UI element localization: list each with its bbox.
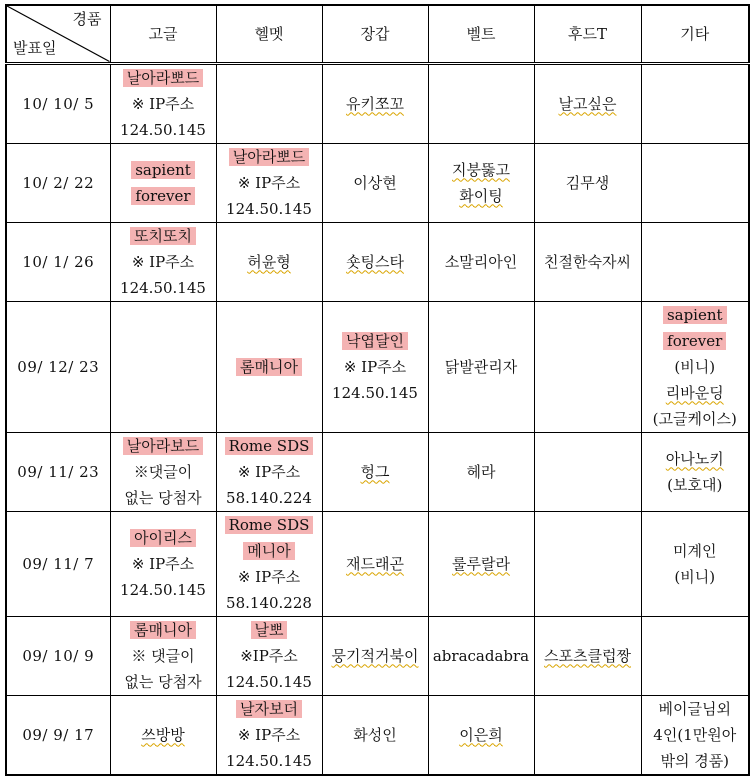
winner-cell-goggles bbox=[110, 222, 216, 301]
highlighted-winner-name: forever bbox=[663, 332, 726, 350]
winner-text: ※ IP주소 bbox=[131, 252, 195, 271]
winner-text: 김무생 bbox=[565, 173, 610, 192]
winner-text: ※댓글이 bbox=[133, 462, 193, 481]
header-row bbox=[6, 5, 749, 63]
winner-cell-hoodie bbox=[534, 143, 641, 222]
highlighted-winner-name: 날아라뽀드 bbox=[229, 148, 309, 166]
winner-cell-belt bbox=[428, 432, 534, 511]
winner-line bbox=[429, 183, 534, 209]
winner-line bbox=[535, 170, 641, 196]
winner-cell-other bbox=[641, 222, 749, 301]
winner-text: 124.50.145 bbox=[226, 751, 312, 770]
winner-line bbox=[323, 170, 428, 196]
winner-line bbox=[111, 157, 216, 183]
winner-text: 밖의 경품) bbox=[660, 751, 730, 770]
announcement-date-cell: 10/ 2/ 22 bbox=[6, 143, 110, 222]
winner-line bbox=[111, 551, 216, 577]
winner-text: 허윤형 bbox=[247, 252, 291, 271]
winner-line bbox=[217, 617, 322, 643]
highlighted-winner-name: forever bbox=[131, 187, 194, 205]
winner-line bbox=[217, 512, 322, 538]
winner-text: 이상현 bbox=[353, 173, 397, 192]
winner-line bbox=[535, 91, 641, 117]
winner-text: 화이팅 bbox=[459, 186, 503, 205]
winner-line bbox=[323, 249, 428, 275]
winner-text: 날고싶은 bbox=[558, 94, 617, 113]
winner-line bbox=[323, 459, 428, 485]
winner-text: 화성인 bbox=[353, 725, 397, 744]
winner-text: 124.50.145 bbox=[120, 278, 206, 297]
winner-line bbox=[429, 354, 534, 380]
winner-line bbox=[111, 117, 216, 143]
winner-text: ※ IP주소 bbox=[237, 567, 301, 586]
winner-line bbox=[642, 354, 749, 380]
winner-cell-goggles bbox=[110, 695, 216, 775]
winner-text: 소말리아인 bbox=[444, 252, 518, 271]
highlighted-winner-name: 날자보더 bbox=[236, 700, 302, 718]
winner-line bbox=[111, 183, 216, 209]
winner-line bbox=[535, 643, 641, 669]
winner-text: 리바운딩 bbox=[665, 383, 724, 402]
highlighted-winner-name: 날아라보드 bbox=[123, 437, 203, 455]
winner-text: 뭉기적거북이 bbox=[331, 646, 419, 665]
corner-label-date: 발표일 bbox=[13, 38, 57, 57]
winner-line bbox=[642, 380, 749, 406]
winner-text: abracadabra bbox=[432, 646, 530, 665]
winner-line bbox=[217, 564, 322, 590]
winner-text: ※ IP주소 bbox=[131, 94, 195, 113]
winner-cell-goggles bbox=[110, 63, 216, 143]
highlighted-winner-name: 메니아 bbox=[243, 542, 294, 560]
winner-line bbox=[111, 91, 216, 117]
highlighted-winner-name: 날아라뽀드 bbox=[123, 69, 203, 87]
winner-line bbox=[111, 643, 216, 669]
winner-text: 124.50.145 bbox=[120, 580, 206, 599]
winner-cell-helmet bbox=[216, 301, 322, 432]
winner-text: 지붕뚫고 bbox=[452, 160, 510, 179]
winner-line bbox=[111, 223, 216, 249]
announcement-date-cell: 10/ 10/ 5 bbox=[6, 63, 110, 143]
table-row bbox=[6, 616, 749, 695]
winner-cell-belt bbox=[428, 511, 534, 616]
winner-cell-helmet bbox=[216, 695, 322, 775]
winner-line bbox=[429, 157, 534, 183]
winner-cell-gloves bbox=[322, 695, 428, 775]
winner-text: 미계인 bbox=[673, 541, 717, 560]
winner-text: 헤라 bbox=[466, 462, 496, 481]
announcement-date-cell: 09/ 10/ 9 bbox=[6, 616, 110, 695]
winner-cell-other bbox=[641, 511, 749, 616]
winner-cell-helmet bbox=[216, 616, 322, 695]
winner-line bbox=[217, 722, 322, 748]
corner-header-cell bbox=[6, 5, 110, 63]
winner-line bbox=[429, 722, 534, 748]
winner-line bbox=[323, 643, 428, 669]
announcement-date-cell: 09/ 11/ 23 bbox=[6, 432, 110, 511]
table-row bbox=[6, 695, 749, 775]
winner-text: ※ IP주소 bbox=[237, 725, 301, 744]
winner-line bbox=[429, 459, 534, 485]
winner-line bbox=[217, 590, 322, 616]
winner-line bbox=[111, 485, 216, 511]
winner-line bbox=[111, 249, 216, 275]
winner-text: (보호대) bbox=[667, 475, 723, 494]
winner-cell-belt bbox=[428, 616, 534, 695]
winner-line bbox=[642, 748, 749, 774]
winner-line bbox=[642, 472, 749, 498]
winner-text: (비니) bbox=[674, 567, 716, 586]
winner-line bbox=[642, 722, 749, 748]
winner-text: 124.50.145 bbox=[226, 199, 312, 218]
winner-line bbox=[323, 380, 428, 406]
winner-text: ※ IP주소 bbox=[237, 173, 301, 192]
winner-line bbox=[217, 485, 322, 511]
column-header-hoodie: 후드T bbox=[534, 5, 641, 63]
winner-text: ※IP주소 bbox=[240, 646, 298, 665]
winner-line bbox=[111, 525, 216, 551]
winner-line bbox=[217, 459, 322, 485]
winner-cell-helmet bbox=[216, 143, 322, 222]
highlighted-winner-name: 낙엽달인 bbox=[342, 332, 408, 350]
announcement-date-cell: 09/ 9/ 17 bbox=[6, 695, 110, 775]
winner-cell-goggles bbox=[110, 616, 216, 695]
winner-cell-belt bbox=[428, 63, 534, 143]
highlighted-winner-name: 롬매니아 bbox=[236, 358, 302, 376]
winner-line bbox=[111, 65, 216, 91]
winner-line bbox=[111, 433, 216, 459]
winner-text: 재드래곤 bbox=[346, 554, 404, 573]
winner-text: 닭발관리자 bbox=[444, 357, 518, 376]
winner-cell-belt bbox=[428, 222, 534, 301]
winner-line bbox=[111, 577, 216, 603]
winner-cell-helmet bbox=[216, 63, 322, 143]
highlighted-winner-name: 날뽀 bbox=[251, 621, 288, 639]
winner-line bbox=[111, 617, 216, 643]
winner-cell-other bbox=[641, 695, 749, 775]
announcement-date-cell: 09/ 11/ 7 bbox=[6, 511, 110, 616]
winner-cell-goggles bbox=[110, 143, 216, 222]
winner-line bbox=[642, 446, 749, 472]
winner-text: 스포츠클럽짱 bbox=[544, 646, 631, 665]
winner-line bbox=[217, 538, 322, 564]
table-row bbox=[6, 432, 749, 511]
winner-cell-gloves bbox=[322, 301, 428, 432]
winner-line bbox=[642, 406, 749, 432]
winner-text: 쓰방방 bbox=[141, 725, 185, 744]
winner-line bbox=[111, 669, 216, 695]
winner-line bbox=[535, 249, 641, 275]
winner-text: 없는 당첨자 bbox=[124, 488, 202, 507]
winner-cell-belt bbox=[428, 301, 534, 432]
winner-line bbox=[323, 722, 428, 748]
winner-line bbox=[429, 643, 534, 669]
winner-text: 124.50.145 bbox=[226, 672, 312, 691]
winner-cell-other bbox=[641, 432, 749, 511]
winner-text: 숏팅스타 bbox=[346, 252, 404, 271]
winner-line bbox=[323, 551, 428, 577]
highlighted-winner-name: Rome SDS bbox=[225, 516, 314, 534]
winner-text: ※ IP주소 bbox=[131, 554, 195, 573]
winner-line bbox=[217, 249, 322, 275]
winner-text: 58.140.224 bbox=[226, 488, 312, 507]
winner-text: 58.140.228 bbox=[226, 593, 312, 612]
winner-cell-gloves bbox=[322, 63, 428, 143]
column-header-belt: 벨트 bbox=[428, 5, 534, 63]
winner-line bbox=[429, 249, 534, 275]
table-row bbox=[6, 63, 749, 143]
column-header-other: 기타 bbox=[641, 5, 749, 63]
winner-text: ※ IP주소 bbox=[237, 462, 301, 481]
winner-text: 룰루랄라 bbox=[452, 554, 510, 573]
winner-cell-gloves bbox=[322, 616, 428, 695]
winner-cell-hoodie bbox=[534, 63, 641, 143]
winner-cell-other bbox=[641, 63, 749, 143]
winner-cell-helmet bbox=[216, 432, 322, 511]
announcement-date-cell: 10/ 1/ 26 bbox=[6, 222, 110, 301]
winner-text: 유키쪼꼬 bbox=[346, 94, 404, 113]
winner-cell-goggles bbox=[110, 432, 216, 511]
winner-line bbox=[323, 328, 428, 354]
winner-cell-hoodie bbox=[534, 432, 641, 511]
winner-text: 헝그 bbox=[360, 462, 390, 481]
column-header-helmet: 헬멧 bbox=[216, 5, 322, 63]
winner-line bbox=[217, 433, 322, 459]
winner-cell-hoodie bbox=[534, 616, 641, 695]
winner-line bbox=[217, 748, 322, 774]
winner-cell-goggles bbox=[110, 301, 216, 432]
winner-text: 친절한숙자씨 bbox=[544, 252, 631, 271]
winner-cell-goggles bbox=[110, 511, 216, 616]
winner-cell-hoodie bbox=[534, 222, 641, 301]
winner-cell-other bbox=[641, 143, 749, 222]
winner-cell-gloves bbox=[322, 432, 428, 511]
winner-text: 124.50.145 bbox=[332, 383, 418, 402]
winner-cell-hoodie bbox=[534, 301, 641, 432]
winner-line bbox=[323, 91, 428, 117]
table-row bbox=[6, 511, 749, 616]
winner-cell-hoodie bbox=[534, 511, 641, 616]
prize-winners-table bbox=[5, 4, 750, 776]
winner-line bbox=[217, 196, 322, 222]
winner-text: 아나노키 bbox=[665, 449, 724, 468]
winner-line bbox=[111, 275, 216, 301]
announcement-date-cell: 09/ 12/ 23 bbox=[6, 301, 110, 432]
highlighted-winner-name: 롬매니아 bbox=[130, 621, 196, 639]
table-row bbox=[6, 222, 749, 301]
table-row bbox=[6, 301, 749, 432]
table-row bbox=[6, 143, 749, 222]
winner-line bbox=[217, 354, 322, 380]
winner-line bbox=[217, 144, 322, 170]
winner-cell-gloves bbox=[322, 143, 428, 222]
highlighted-winner-name: 아이리스 bbox=[130, 529, 196, 547]
column-header-gloves: 장갑 bbox=[322, 5, 428, 63]
winner-cell-helmet bbox=[216, 511, 322, 616]
winner-line bbox=[642, 302, 749, 328]
winner-cell-gloves bbox=[322, 511, 428, 616]
winner-text: 없는 당첨자 bbox=[124, 672, 202, 691]
winner-line bbox=[111, 459, 216, 485]
winner-cell-hoodie bbox=[534, 695, 641, 775]
corner-label-prize: 경품 bbox=[72, 10, 102, 28]
winner-cell-helmet bbox=[216, 222, 322, 301]
winner-line bbox=[429, 551, 534, 577]
winner-text: 124.50.145 bbox=[120, 120, 206, 139]
winner-line bbox=[642, 538, 749, 564]
winner-cell-belt bbox=[428, 695, 534, 775]
winner-text: 이은희 bbox=[459, 725, 503, 744]
winner-text: 베이글님외 bbox=[658, 699, 731, 718]
winner-line bbox=[642, 696, 749, 722]
winner-line bbox=[217, 696, 322, 722]
winner-cell-other bbox=[641, 616, 749, 695]
highlighted-winner-name: sapient bbox=[131, 161, 195, 179]
winner-text: (고글케이스) bbox=[652, 409, 737, 428]
highlighted-winner-name: sapient bbox=[663, 306, 727, 324]
winner-line bbox=[642, 328, 749, 354]
winner-line bbox=[642, 564, 749, 590]
winner-text: ※ IP주소 bbox=[343, 357, 407, 376]
winner-line bbox=[323, 354, 428, 380]
winner-text: ※ 댓글이 bbox=[131, 646, 195, 665]
winner-cell-belt bbox=[428, 143, 534, 222]
winner-line bbox=[217, 669, 322, 695]
winner-cell-other bbox=[641, 301, 749, 432]
winner-line bbox=[111, 722, 216, 748]
winner-cell-gloves bbox=[322, 222, 428, 301]
column-header-goggles: 고글 bbox=[110, 5, 216, 63]
highlighted-winner-name: 또치또치 bbox=[130, 227, 196, 245]
winner-text: (비니) bbox=[674, 357, 716, 376]
highlighted-winner-name: Rome SDS bbox=[225, 437, 314, 455]
winner-line bbox=[217, 170, 322, 196]
winner-line bbox=[217, 643, 322, 669]
winner-text: 4인(1만원아 bbox=[653, 725, 737, 744]
